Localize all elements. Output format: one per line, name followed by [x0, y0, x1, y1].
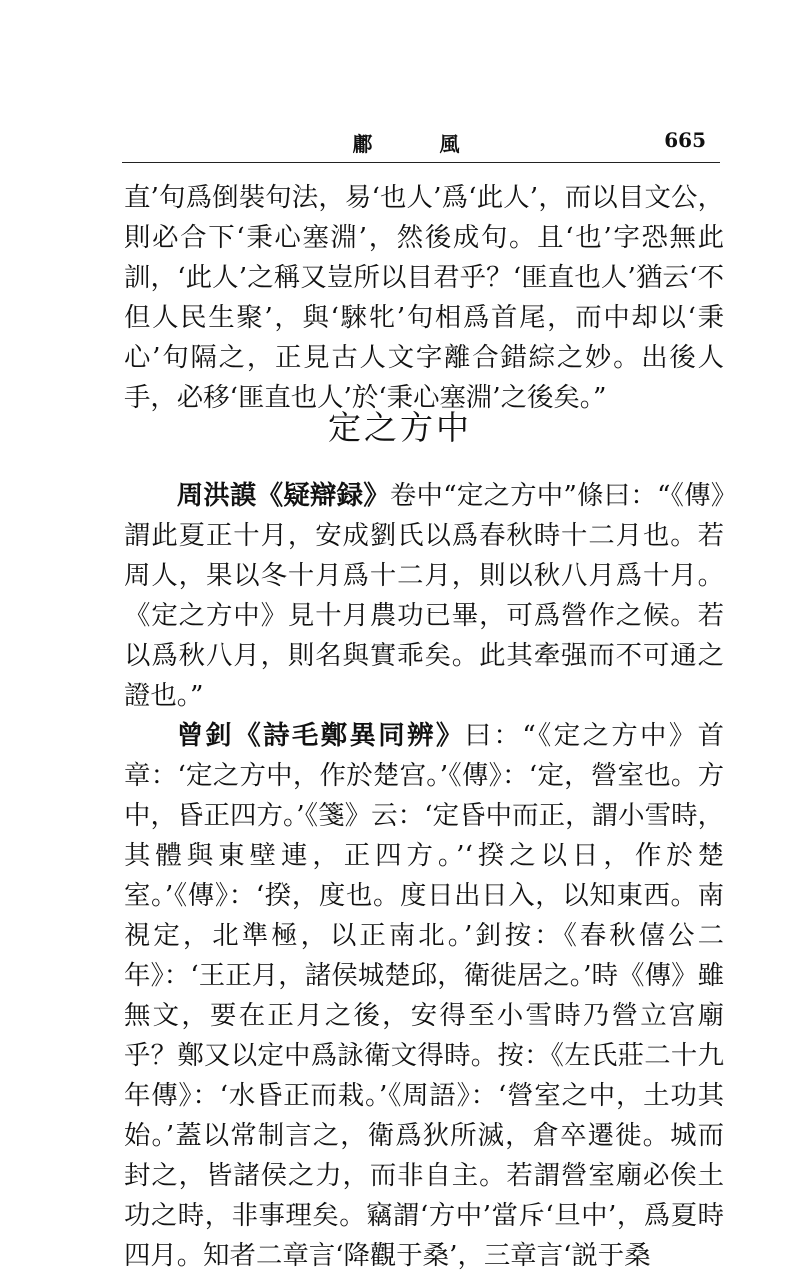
paragraph-text: 曰：“《定之方中》首章：‘定之方中，作於楚宫。’《傳》：‘定，營室也。方中，昏正四方。’《箋》云：‘定昏中而正，謂小雪時，其體與東壁連，正四方。’‘揆之以日，作於楚室。’《傳》：‘揆，度也。度日出日入，以知東西。南視定，北準極，以正南北。’釗按：《春秋僖公二年》：‘王正月，諸侯城楚邱，衛徙居之。’時《傳》雖無文，要在正月之後，安得至小雪時乃營立宫廟乎？鄭又以定中爲詠衛文得時。按：《左氏莊二十九年傳》：‘水昏正而栽。’《周語》：‘營室之中，土功其始。’蓋以常制言之，衛爲狄所滅，倉卒遷徙。城而封之，皆諸侯之力，而非自主。若謂營室廟必俟土功之時，非事理矣。竊謂‘方中’當斥‘旦中’，爲夏時四月。知者二章言‘降觀于桑’，三章言‘説于桑	[124, 720, 725, 1271]
section-title: 定之方中	[328, 408, 472, 447]
running-title: 鄘 風	[352, 132, 490, 156]
paragraph-text: 卷中“定之方中”條曰：“《傳》謂此夏正十月，安成劉氏以爲春秋時十二月也。若周人，果以冬十月爲十二月，則以秋八月爲十月。《定之方中》見十月農功已畢，可爲營作之候。若以爲秋八月，則名與實乖矣。此其牽强而不可通之證也。”	[124, 480, 725, 711]
source-title: 曾釗《詩毛鄭異同辨》	[176, 720, 465, 751]
continuation-block	[124, 178, 724, 418]
source-title: 周洪謨《疑辯録》	[176, 480, 390, 511]
header-rule	[122, 162, 720, 163]
paragraph-zeng-zhao	[124, 716, 724, 1276]
body-block	[124, 476, 724, 1276]
page-header	[122, 128, 720, 162]
paragraph-zhou-hongmo	[124, 476, 724, 716]
continuation-paragraph: 直’句爲倒裝句法，易‘也人’爲‘此人’，而以目文公，則必合下‘秉心塞淵’，然後成句。且‘也’字恐無此訓，‘此人’之稱又豈所以目君乎？‘匪直也人’猶云‘不但人民生聚’，與‘騋牝’句相爲首尾，而中却以‘秉心’句隔之，正見古人文字離合錯綜之妙。出後人手，必移‘匪直也人’於‘秉心塞淵’之後矣。”	[124, 182, 724, 413]
page-number: 665	[664, 128, 706, 152]
